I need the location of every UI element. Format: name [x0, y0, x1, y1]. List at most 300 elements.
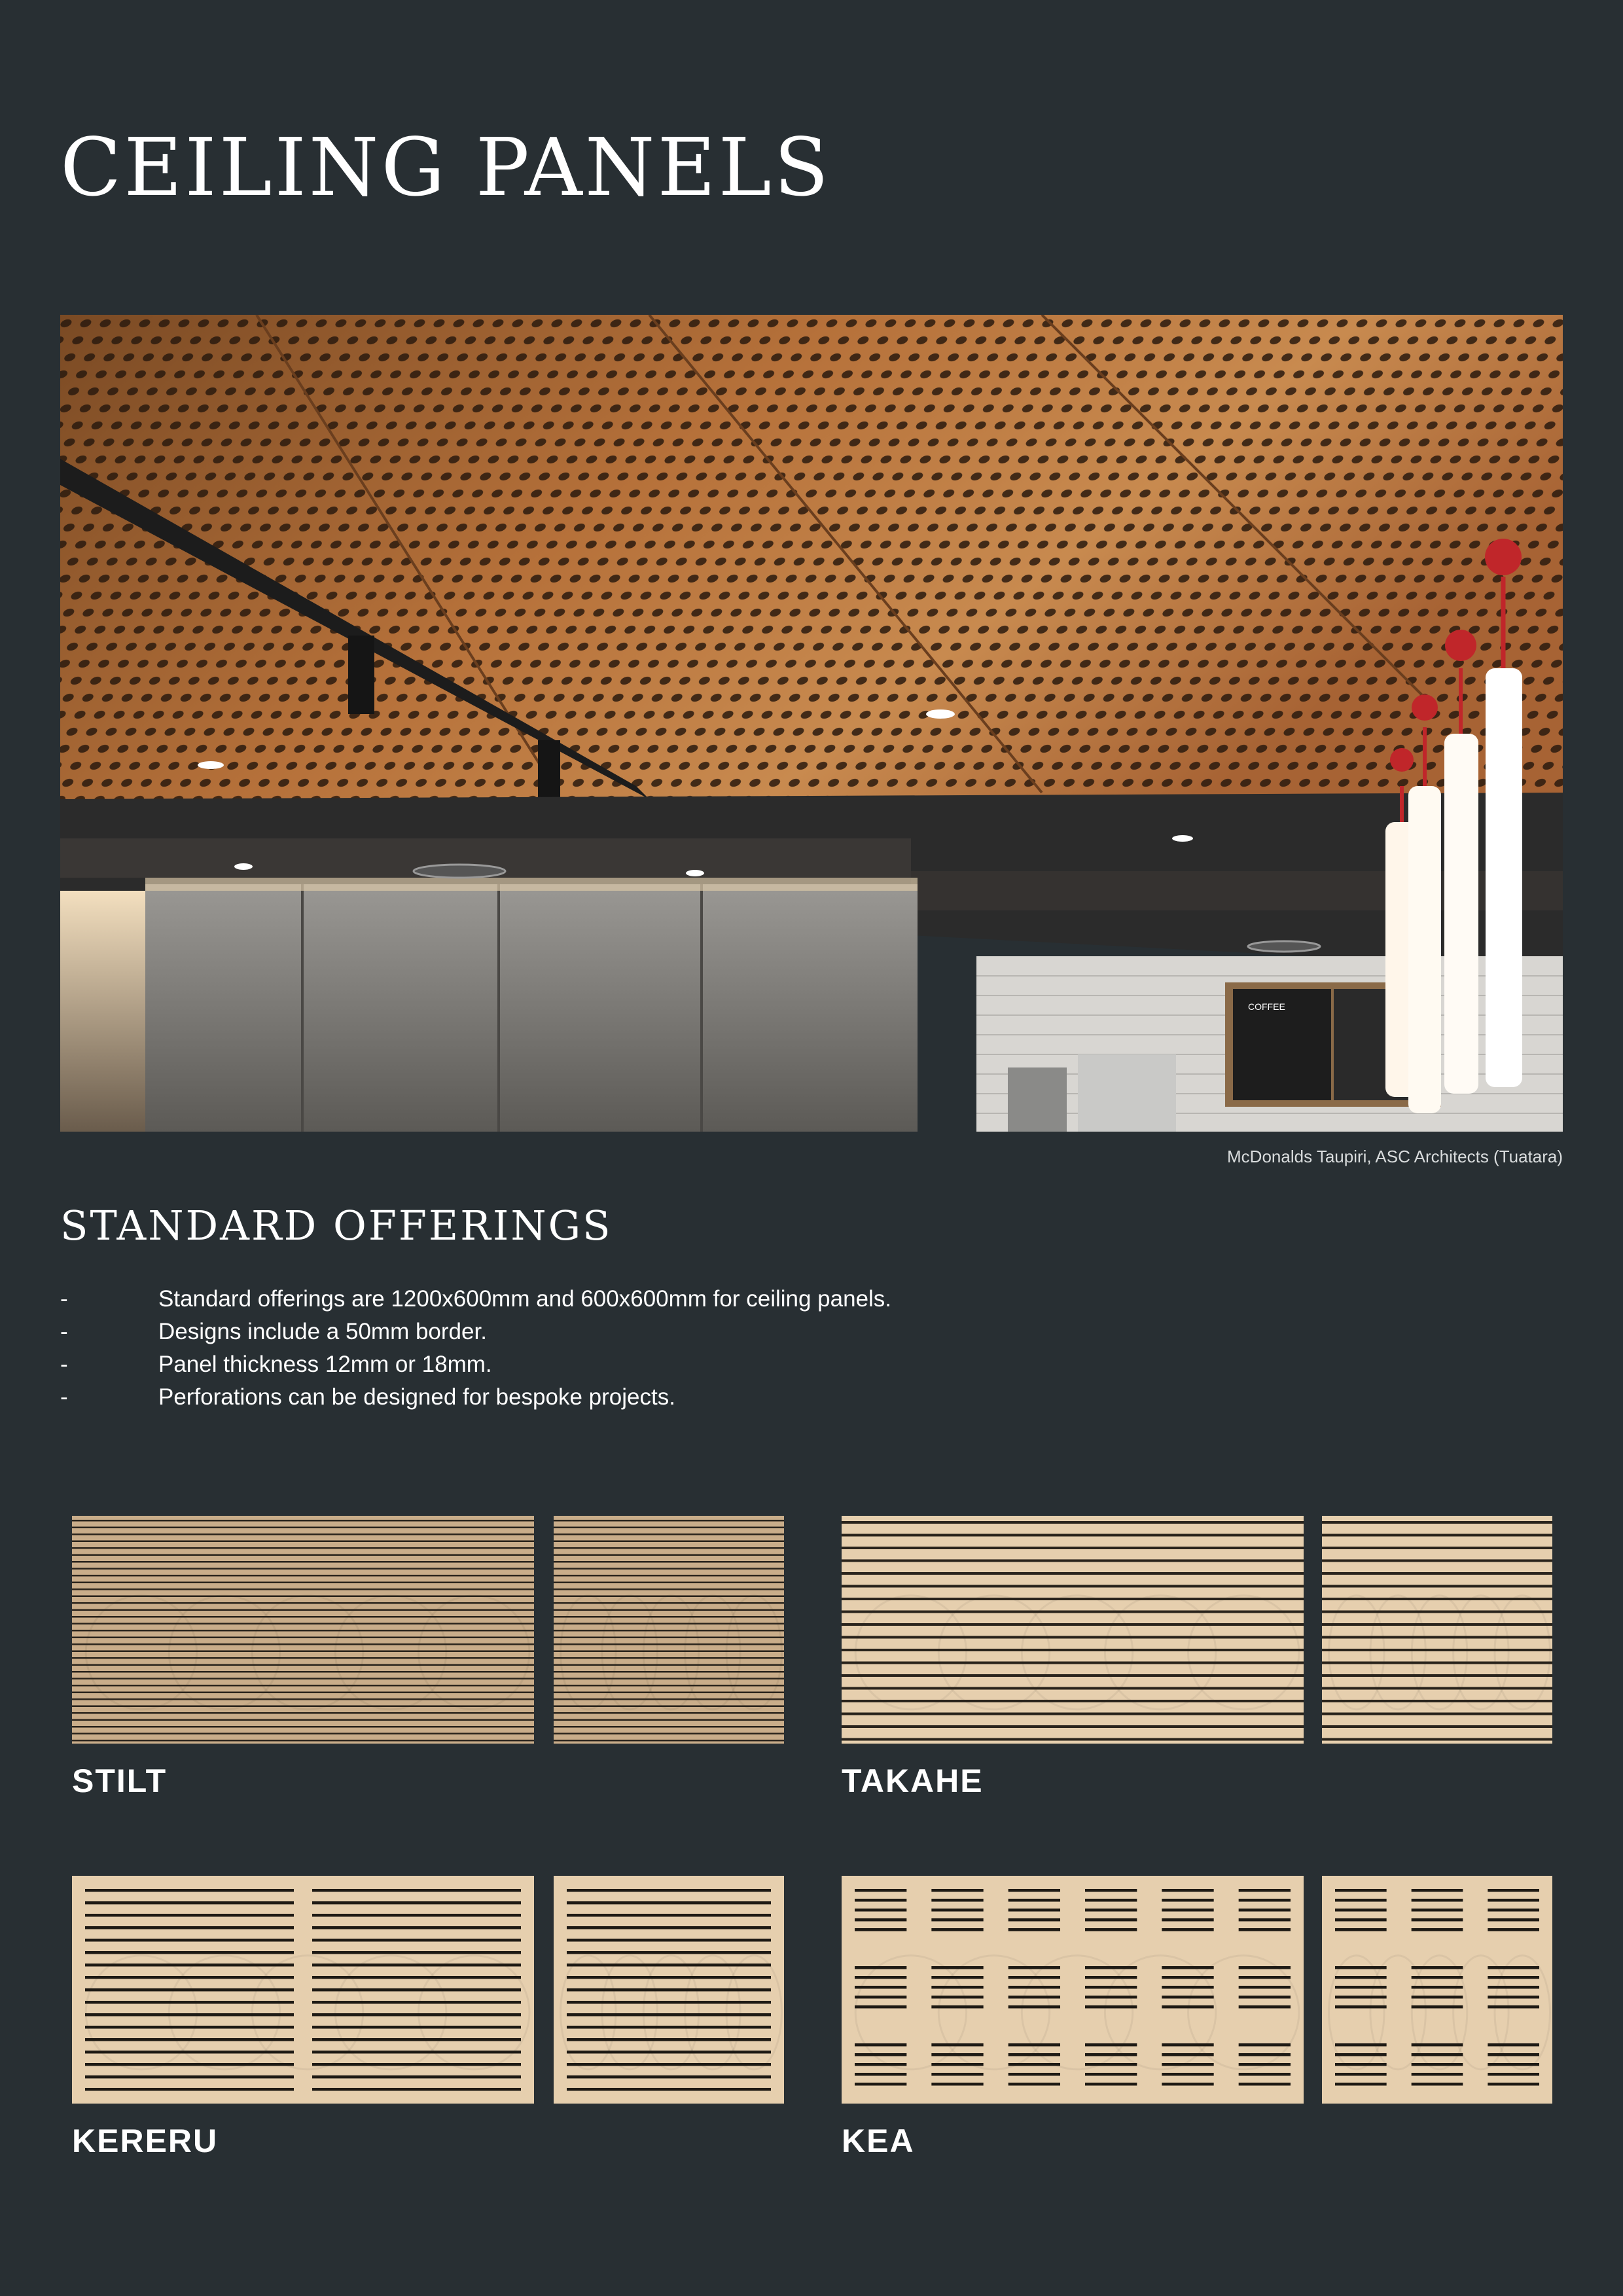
slot	[1239, 1918, 1291, 1922]
slot	[1412, 1976, 1463, 1979]
groove	[554, 1706, 784, 1708]
slot	[1335, 1899, 1387, 1902]
slot	[842, 1585, 1304, 1588]
bullet-marker: -	[60, 1352, 68, 1377]
groove	[72, 1554, 534, 1556]
slot	[1239, 1976, 1291, 1979]
slot	[1335, 1909, 1387, 1912]
offerings-list	[60, 1283, 891, 1414]
groove	[72, 1602, 534, 1604]
groove	[554, 1712, 784, 1714]
slot	[855, 1928, 906, 1931]
groove	[554, 1520, 784, 1522]
slot	[855, 1899, 906, 1902]
groove	[72, 1657, 534, 1659]
slot	[1085, 1976, 1137, 1979]
groove	[554, 1561, 784, 1563]
slot	[85, 2075, 294, 2079]
slot	[1322, 1713, 1552, 1715]
slot	[1085, 1909, 1137, 1912]
bullet-marker: -	[60, 1384, 68, 1410]
section-heading: STANDARD OFFERINGS	[60, 1202, 613, 1249]
slot	[1085, 2043, 1137, 2047]
product-name: KERERU	[72, 2123, 219, 2159]
slot	[1412, 1996, 1463, 1999]
slot	[931, 2073, 983, 2076]
groove	[72, 1726, 534, 1728]
slot	[1008, 2083, 1060, 2086]
slot	[312, 1988, 521, 1992]
slot	[567, 1889, 771, 1892]
slot	[855, 1976, 906, 1979]
slot	[85, 2051, 294, 2054]
slot	[312, 1889, 521, 1892]
groove	[554, 1616, 784, 1618]
groove	[72, 1541, 534, 1543]
groove	[554, 1671, 784, 1673]
slot	[1335, 2053, 1387, 2056]
groove	[554, 1740, 784, 1742]
slot	[1008, 1899, 1060, 1902]
slot	[1488, 1918, 1539, 1922]
slot	[567, 1914, 771, 1917]
slot	[842, 1598, 1304, 1600]
groove	[554, 1602, 784, 1604]
groove	[72, 1651, 534, 1653]
slot	[855, 2053, 906, 2056]
slot	[1162, 1899, 1213, 1902]
slot	[931, 2053, 983, 2056]
slot	[1335, 1928, 1387, 1931]
slot	[842, 1725, 1304, 1728]
slot	[842, 1687, 1304, 1690]
slot	[842, 1547, 1304, 1549]
slot	[1488, 2073, 1539, 2076]
slot	[312, 1901, 521, 1905]
slot	[1488, 1889, 1539, 1892]
slot	[1008, 1996, 1060, 1999]
slot	[85, 1951, 294, 1954]
groove	[72, 1616, 534, 1618]
groove	[72, 1740, 534, 1742]
slot	[1322, 1649, 1552, 1651]
slot	[1488, 1909, 1539, 1912]
slot	[1335, 1889, 1387, 1892]
slot	[1322, 1662, 1552, 1664]
slot	[85, 1964, 294, 1967]
slot	[1085, 2083, 1137, 2086]
slot	[312, 1964, 521, 1967]
groove	[554, 1664, 784, 1666]
slot	[1162, 2073, 1213, 2076]
groove	[72, 1588, 534, 1590]
groove	[72, 1698, 534, 1700]
slot	[1322, 1687, 1552, 1690]
kea-panel-600x600	[1322, 1876, 1552, 2104]
slot	[85, 1889, 294, 1892]
slot	[1162, 1928, 1213, 1931]
slot	[567, 1964, 771, 1967]
slot	[1412, 1986, 1463, 1989]
slot	[1322, 1623, 1552, 1626]
groove	[554, 1733, 784, 1735]
slot	[1008, 1928, 1060, 1931]
kea-panel-1200x600	[842, 1876, 1304, 2104]
slot	[567, 1926, 771, 1929]
groove	[554, 1547, 784, 1549]
slot	[312, 1939, 521, 1942]
slot	[931, 1996, 983, 1999]
groove	[72, 1568, 534, 1570]
slot	[931, 1899, 983, 1902]
groove	[72, 1534, 534, 1535]
slot	[855, 1996, 906, 1999]
list-item	[60, 1316, 891, 1348]
groove	[554, 1651, 784, 1653]
groove	[72, 1561, 534, 1563]
slot	[85, 2063, 294, 2066]
slot	[1335, 1996, 1387, 1999]
slot	[931, 1889, 983, 1892]
slot	[1412, 2053, 1463, 2056]
slot	[931, 1986, 983, 1989]
groove	[72, 1596, 534, 1598]
slot	[931, 1909, 983, 1912]
slot	[931, 1928, 983, 1931]
slot	[1322, 1521, 1552, 1524]
slot	[567, 2075, 771, 2079]
slot	[1412, 2073, 1463, 2076]
groove	[554, 1541, 784, 1543]
slot	[312, 1951, 521, 1954]
photo-caption: McDonalds Taupiri, ASC Architects (Tuatara)	[1227, 1147, 1563, 1166]
slot	[1239, 2083, 1291, 2086]
slot	[1322, 1598, 1552, 1600]
slot	[931, 1918, 983, 1922]
groove	[72, 1712, 534, 1714]
slot	[931, 2063, 983, 2066]
slot	[567, 1939, 771, 1942]
slot	[842, 1700, 1304, 1702]
slot	[855, 1986, 906, 1989]
groove	[72, 1637, 534, 1639]
slot	[1239, 1986, 1291, 1989]
bullet-marker: -	[60, 1286, 68, 1312]
groove	[72, 1733, 534, 1735]
slot	[1239, 2053, 1291, 2056]
slot	[567, 2026, 771, 2029]
slot	[1322, 1636, 1552, 1639]
groove	[554, 1678, 784, 1680]
slot	[85, 1926, 294, 1929]
groove	[554, 1637, 784, 1639]
slot	[567, 1988, 771, 1992]
slot	[842, 1662, 1304, 1664]
groove	[72, 1547, 534, 1549]
slot	[855, 2073, 906, 2076]
slot	[312, 2088, 521, 2091]
slot	[1008, 2053, 1060, 2056]
kereru-panel-600x600	[554, 1876, 784, 2104]
slot	[1412, 1909, 1463, 1912]
hero-photo	[60, 315, 1563, 1132]
slot	[1335, 2073, 1387, 2076]
slot	[1488, 2083, 1539, 2086]
groove	[554, 1534, 784, 1535]
slot	[842, 1611, 1304, 1613]
slot	[931, 2005, 983, 2009]
takahe-panel-1200x600	[842, 1516, 1304, 1744]
slot	[85, 2001, 294, 2004]
slot	[1085, 1986, 1137, 1989]
groove	[72, 1706, 534, 1708]
slot	[1412, 2043, 1463, 2047]
list-item	[60, 1283, 891, 1316]
slot	[931, 2043, 983, 2047]
groove	[554, 1719, 784, 1721]
slot	[1085, 1899, 1137, 1902]
slot	[842, 1649, 1304, 1651]
slot	[842, 1572, 1304, 1575]
product-name: KEA	[842, 2123, 915, 2159]
slot	[1322, 1560, 1552, 1562]
slot	[1488, 1899, 1539, 1902]
slot	[1085, 1928, 1137, 1931]
slot	[1335, 1918, 1387, 1922]
slot	[1162, 1986, 1213, 1989]
slot	[1322, 1725, 1552, 1728]
slot	[1488, 2005, 1539, 2009]
slot	[85, 1988, 294, 1992]
slot	[1008, 1889, 1060, 1892]
slot	[1322, 1738, 1552, 1741]
groove	[72, 1527, 534, 1529]
slot	[1162, 2063, 1213, 2066]
slot	[1335, 2083, 1387, 2086]
groove	[72, 1692, 534, 1694]
slot	[842, 1534, 1304, 1537]
groove	[554, 1692, 784, 1694]
slot	[1085, 1996, 1137, 1999]
slot	[1085, 2073, 1137, 2076]
slot	[1008, 1986, 1060, 1989]
slot	[1008, 1909, 1060, 1912]
slot	[1162, 1996, 1213, 1999]
slot	[1162, 2043, 1213, 2047]
slot	[312, 2013, 521, 2017]
groove	[554, 1685, 784, 1687]
groove	[72, 1609, 534, 1611]
slot	[842, 1521, 1304, 1524]
slot	[567, 1901, 771, 1905]
groove	[72, 1664, 534, 1666]
slot	[1412, 1928, 1463, 1931]
slot	[1239, 1966, 1291, 1969]
slot	[1008, 1976, 1060, 1979]
slot	[1488, 1966, 1539, 1969]
slot	[1085, 1966, 1137, 1969]
slot	[312, 2051, 521, 2054]
groove	[554, 1582, 784, 1584]
slot	[312, 2001, 521, 2004]
groove	[72, 1520, 534, 1522]
slot	[1488, 2053, 1539, 2056]
slot	[567, 2013, 771, 2017]
slot	[1162, 2083, 1213, 2086]
slot	[1085, 1889, 1137, 1892]
takahe-panel-600x600	[1322, 1516, 1552, 1744]
slot	[1412, 2083, 1463, 2086]
slot	[85, 2038, 294, 2041]
slot	[855, 2083, 906, 2086]
slot	[931, 1966, 983, 1969]
slot	[85, 2026, 294, 2029]
slot	[567, 2001, 771, 2004]
slot	[312, 2063, 521, 2066]
slot	[1412, 1918, 1463, 1922]
slot	[85, 1901, 294, 1905]
slot	[842, 1560, 1304, 1562]
slot	[1008, 1918, 1060, 1922]
groove	[554, 1643, 784, 1645]
slot	[1239, 2043, 1291, 2047]
slot	[1412, 2005, 1463, 2009]
slot	[567, 1976, 771, 1979]
groove	[554, 1726, 784, 1728]
slot	[1488, 1928, 1539, 1931]
page-title: CEILING PANELS	[60, 121, 832, 214]
slot	[1239, 2063, 1291, 2066]
slot	[1322, 1674, 1552, 1677]
slot	[1412, 2063, 1463, 2066]
groove	[554, 1609, 784, 1611]
slot	[85, 2013, 294, 2017]
bullet-text: Designs include a 50mm border.	[158, 1319, 487, 1344]
slot	[567, 2038, 771, 2041]
slot	[1008, 2073, 1060, 2076]
kereru-panel-1200x600	[72, 1876, 534, 2104]
groove	[72, 1623, 534, 1625]
slot	[1008, 1966, 1060, 1969]
slot	[312, 2038, 521, 2041]
slot	[1239, 1996, 1291, 1999]
groove	[554, 1657, 784, 1659]
slot	[567, 2088, 771, 2091]
slot	[1335, 1986, 1387, 1989]
slot	[1239, 1909, 1291, 1912]
groove	[72, 1630, 534, 1632]
slot	[1239, 2073, 1291, 2076]
slot	[1322, 1534, 1552, 1537]
groove	[554, 1596, 784, 1598]
slot	[85, 1939, 294, 1942]
groove	[72, 1575, 534, 1577]
slot	[842, 1636, 1304, 1639]
groove	[72, 1685, 534, 1687]
slot	[855, 1889, 906, 1892]
slot	[1085, 2053, 1137, 2056]
slot	[842, 1738, 1304, 1741]
slot	[312, 1914, 521, 1917]
slot	[1085, 1918, 1137, 1922]
slot	[1412, 1966, 1463, 1969]
slot	[85, 2088, 294, 2091]
groove	[554, 1575, 784, 1577]
slot	[1162, 1918, 1213, 1922]
slot	[1008, 2043, 1060, 2047]
slot	[1488, 1986, 1539, 1989]
slot	[85, 1976, 294, 1979]
slot	[1322, 1585, 1552, 1588]
slot	[1008, 2063, 1060, 2066]
slot	[85, 1914, 294, 1917]
slot	[1162, 1889, 1213, 1892]
groove	[72, 1678, 534, 1680]
slot	[1335, 1966, 1387, 1969]
slot	[855, 2043, 906, 2047]
slot	[312, 2075, 521, 2079]
slot	[1239, 1928, 1291, 1931]
slot	[1488, 1996, 1539, 1999]
slot	[1335, 2043, 1387, 2047]
product-name: STILT	[72, 1763, 168, 1799]
groove	[72, 1719, 534, 1721]
slot	[1162, 2053, 1213, 2056]
slot	[1239, 1889, 1291, 1892]
slot	[1488, 2063, 1539, 2066]
groove	[554, 1698, 784, 1700]
groove	[554, 1630, 784, 1632]
slot	[1412, 1899, 1463, 1902]
list-item	[60, 1348, 891, 1381]
slot	[1322, 1611, 1552, 1613]
groove	[554, 1588, 784, 1590]
bullet-text: Standard offerings are 1200x600mm and 600x600mm for ceiling panels.	[158, 1286, 892, 1312]
slot	[842, 1674, 1304, 1677]
bullet-text: Panel thickness 12mm or 18mm.	[158, 1352, 492, 1377]
slot	[855, 2063, 906, 2066]
bullet-marker: -	[60, 1319, 68, 1344]
slot	[855, 1909, 906, 1912]
groove	[554, 1623, 784, 1625]
stilt-panel-1200x600	[72, 1516, 534, 1744]
slot	[1412, 1889, 1463, 1892]
menu-board-text: COFFEE	[1248, 1001, 1285, 1012]
slot	[855, 1918, 906, 1922]
slot	[1322, 1547, 1552, 1549]
slot	[855, 2005, 906, 2009]
slot	[1322, 1572, 1552, 1575]
groove	[72, 1643, 534, 1645]
slot	[1239, 2005, 1291, 2009]
slot	[931, 2083, 983, 2086]
slot	[1162, 1966, 1213, 1969]
slot	[1162, 1976, 1213, 1979]
slot	[931, 1976, 983, 1979]
groove	[554, 1554, 784, 1556]
slot	[567, 2063, 771, 2066]
slot	[567, 1951, 771, 1954]
slot	[1322, 1700, 1552, 1702]
slot	[312, 2026, 521, 2029]
slot	[312, 1976, 521, 1979]
slot	[1335, 2005, 1387, 2009]
stilt-panel-600x600	[554, 1516, 784, 1744]
groove	[72, 1582, 534, 1584]
slot	[1162, 2005, 1213, 2009]
slot	[842, 1623, 1304, 1626]
slot	[567, 2051, 771, 2054]
